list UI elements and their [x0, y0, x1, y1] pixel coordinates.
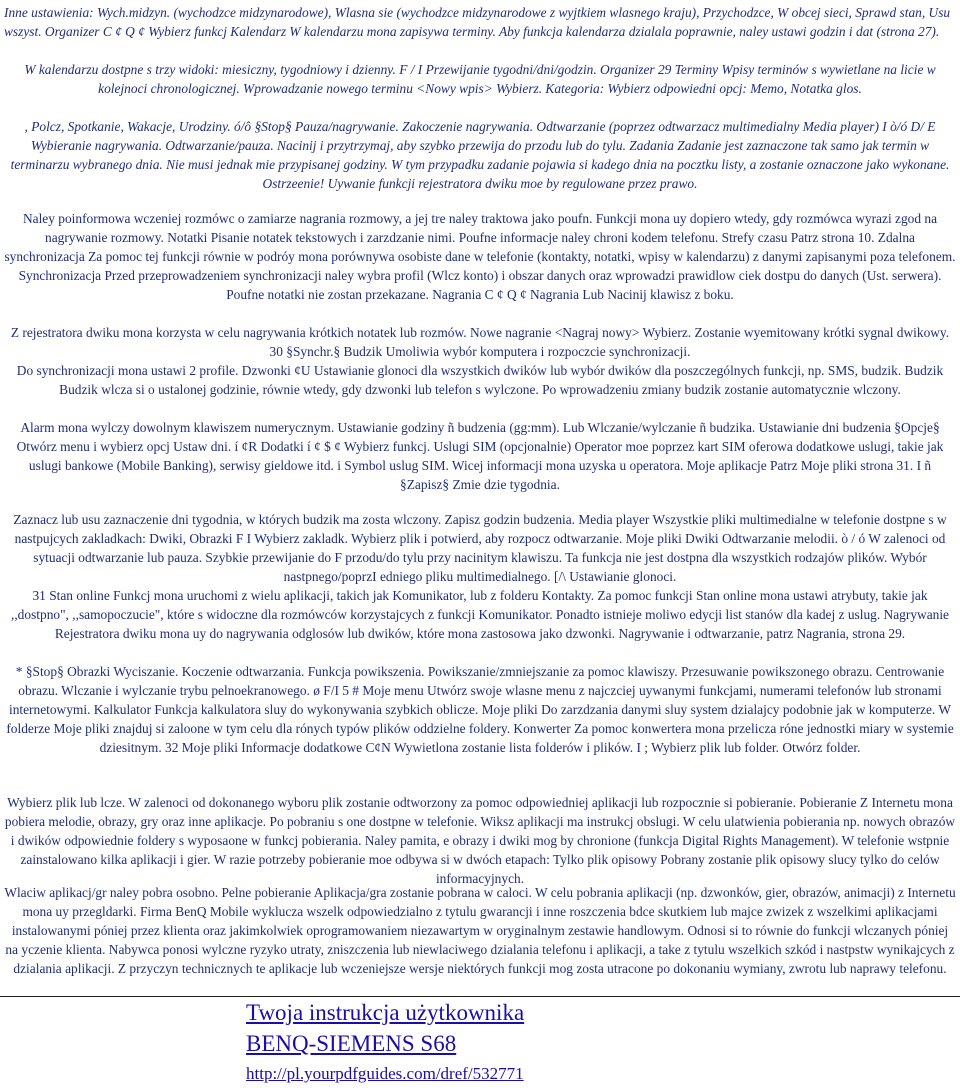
paragraph-alarm: Do synchronizacji mona ustawi 2 profile. Dzwonki ¢U Ustawianie glonoci dla wszystkich dwików lub wybór dwików dla poszczególnych funkcji, np. SMS, budzik. Budzik Budzik wlcza si o ustalonej godzinie, równie wtedy, gdy dzwonki lub telefon s wylczone. Po wprowadzeniu zmiany budzik zostanie automatycznie wlczony.: [16, 363, 944, 397]
paragraph-sim-services: Alarm mona wylczy dowolnym klawiszem numerycznym. Ustawianie godziny ñ budzenia (gg:mm). Lub Wlczanie/wylczanie ñ budzika. Ustawianie dni budzenia §Opcje§ Otwórz menu i wybierz opcj Ustaw dni. í ¢R Dodatki í ¢ $ ¢ Wybierz funkcj. Uslugi SIM (opcjonalnie) Operator moe poprzez kart SIM oferowa dodatkowe uslugi, takie jak uslugi bankowe (Mobile Banking), serwisy gieldowe itd. i Symbol uslug SIM. Wicej informacji mona uzyska u operatora. Moje aplikacje Patrz Moje pliki strona 31. I ñ §Zapisz§ Zmie dzie tygodnia.: [16, 420, 944, 492]
manual-title-link[interactable]: Twoja instrukcja użytkownika: [246, 1000, 525, 1025]
paragraph-downloads: Wybierz plik lub lcze. W zalenoci od dokonanego wyboru plik zostanie odtworzony za pomoc odpowiedniej aplikacji lub rozpocznie si pobieranie. Pobieranie Z Internetu mona pobiera melodie, obrazy, gry oraz inne aplikacje. Po pobraniu s one dostpne w telefonie. Wiksz aplikacji ma instrukcj obslugi. W celu ulatwienia pobierania np. nowych obrazów i dwików odpowiednie foldery s wyposaone w funkcj pobierania. Naley pamita, e obrazy i dwiki mog by chronione (funkcja Digital Rights Management). W telefonie wstpnie zainstalowano kilka aplikacji i gier. W razie potrzeby pobieranie moe odbywa si w dwóch etapach: Tylko plik opisowy Pobrany zostanie plik opisowy slucy tylko do celów informacyjnych.: [4, 795, 956, 886]
paragraph-online-status: 31 Stan online Funkcj mona uruchomi z wielu aplikacji, takich jak Komunikator, lub z folderu Kontakty. Za pomoc funkcji Stan online mona ustawi atrybuty, takie jak ,,dostpno", ,,samopoczucie", które s widoczne dla rozmówców korzystajcych z funkcji Komunikator. Ponadto istnieje moliwo edycji list stanów dla kadej z uslug. Nagrywanie Rejestratora dwiku mona uy do nagrywania odglosów lub dwików, które mona zastosowa jako dzwonki. Nagrywanie i odtwarzanie, patrz Nagrania, strona 29.: [10, 588, 949, 641]
manual-url-link[interactable]: http://pl.yourpdfguides.com/dref/532771: [246, 1064, 524, 1083]
paragraph-notes-sync: Naley poinformowa wczeniej rozmówc o zamiarze nagrania rozmowy, a jej tre naley traktowa jako poufn. Funkcji mona uy dopiero wtedy, gdy rozmówca wyrazi zgod na nagrywanie rozmowy. Notatki Pisanie notatek tekstowych i zarzdzanie nimi. Poufne informacje naley chroni kodem telefonu. Strefy czasu Patrz strona 10. Zdalna synchronizacja Za pomoc tej funkcji równie w podróy mona porównywa osobiste dane w telefonie (kontakty, notatki, wpisy w kalendarzu) z danymi zapisanymi poza telefonem. Synchronizacja Przed przeprowadzeniem synchronizacji naley wybra profil (Wlcz konto) i obszar danych oraz wprowadzi prawidlow ciek dostpu do danych (Ust. serwera). Poufne notatki nie zostan przekazane. Nagrania C ¢ Q ¢ Nagrania Lub Nacinij klawisz z boku.: [4, 211, 956, 302]
paragraph-pictures-my-files: * §Stop§ Obrazki Wyciszanie. Koczenie odtwarzania. Funkcja powikszenia. Powikszanie/zmniejszanie za pomoc klawiszy. Przesuwanie powikszonego obrazu. Centrowanie obrazu. Wlczanie i wylczanie trybu pelnoekranowego. ø F/I 5 # Moje menu Utwórz swoje wlasne menu z najczciej uywanymi funkcjami, numerami telefonów lub stronami internetowymi. Kalkulator Funkcja kalkulatora sluy do wykonywania szybkich oblicze. Moje pliki Do zarzdzania danymi sluy system dzialajcy podobnie jak w komputerze. W folderze Moje pliki znajduj si zaloone w tym celu dla rónych typów plików oddzielne foldery. Konwerter Za pomoc konwertera mona przelicza róne jednostki miary w systemie dziesitnym. 32 Moje pliki Informacje dodatkowe C¢N Wywietlona zostanie lista folderów i plików. I ; Wybierz plik lub folder. Otwórz folder.: [6, 664, 954, 755]
paragraph-other-settings: Inne ustawienia: Wych.midzyn. (wychodzce midzynarodowe), Wlasna sie (wychodzce midzynarodowe z wyjtkiem wlasnego kraju), Przychodzce, W obcej sieci, Sprawd stan, Usu wszyst. Organizer C ¢ Q ¢ Wybierz funkcj Kalendarz W kalendarzu mona zapisywa terminy. Aby funkcja kalendarza dzialala poprawnie, naley ustawi godzin i dat (strona 27).: [4, 5, 951, 39]
model-name-link[interactable]: BENQ-SIEMENS S68: [246, 1031, 457, 1056]
paragraph-media-player: Zaznacz lub usu zaznaczenie dni tygodnia, w których budzik ma zosta wlczony. Zapisz godzin budzenia. Media player Wszystkie pliki multimedialne w telefonie dostpne s w nastpujcych zakladkach: Dwiki, Obrazki F I Wybierz zakladk. Wybierz plik i potwierd, aby rozpocz odtwarzanie. Moje pliki Dwiki Odtwarzanie melodii. ò / ó W zalenoci od sytuacji odtwarzanie lub pauza. Szybkie przewijanie do F przodu/do tylu przy nacinitym klawiszu. Ta funkcja nie jest dostpna dla wszystkich rodzajów plików. Wybór nastpnego/poprzI edniego pliku multimedialnego. [/\ Ustawianie glonoci.: [13, 512, 947, 584]
paragraph-disclaimer: Wlaciw aplikacj/gr naley pobra osobno. Pelne pobieranie Aplikacja/gra zostanie pobrana w caloci. W celu pobrania aplikacji (np. dzwonków, gier, obrazów, animacji) z Internetu mona uy przegldarki. Firma BenQ Mobile wyklucza wszelk odpowiedzialno z tytulu gwarancji i inne roszczenia bdce skutkiem lub majce zwizek z wszelkimi aplikacjami instalowanymi póniej przez klienta oraz jakimkolwiek oprogramowaniem niezawartym w oryginalnym zestawie handlowym. Odnosi si to równie do funkcji wlczanych póniej na yczenie klienta. Nabywca ponosi wylczne ryzyko utraty, zniszczenia lub niewlaciwego dzialania telefonu i aplikacji, a take z tytulu wszelkich szkód i nastpstw wynikajcych z dzialania aplikacji. Z przyczyn technicznych te aplikacje lub wczeniejsze wersje niektórych funkcji mog zosta utracone po dokonaniu wymiany, zwrotu lub naprawy telefonu.: [4, 885, 956, 976]
paragraph-voice-recorder: Z rejestratora dwiku mona korzysta w celu nagrywania krótkich notatek lub rozmów. Nowe nagranie <Nagraj nowy> Wybierz. Zostanie wyemitowany krótki sygnal dwikowy. 30 §Synchr.§ Budzik Umoliwia wybór komputera i rozpoczcie synchronizacji.: [10, 325, 950, 359]
paragraph-voice-memo: , Polcz, Spotkanie, Wakacje, Urodziny. ó/ô §Stop§ Pauza/nagrywanie. Zakoczenie nagrywania. Odtwarzanie (poprzez odtwarzacz multimedialny Media player) I ò/ó D/ E Wybieranie nagrywania. Odtwarzanie/pauza. Nacinij i przytrzymaj, aby szybko przewija do przodu lub do tylu. Zadania Zadanie jest zaznaczone tak samo jak termin w terminarzu wybranego dnia. Nie musi jednak mie przypisanej godziny. W tym przypadku zadanie pojawia si kadego dnia na pocztku listy, a zostanie oznaczone jako wykonane. Ostrzeenie! Uywanie funkcji rejestratora dwiku moe by regulowane przez prawo.: [10, 119, 950, 191]
manual-promo-block: [246, 996, 886, 1085]
paragraph-calendar-views: W kalendarzu dostpne s trzy widoki: miesiczny, tygodniowy i dzienny. F / I Przewijanie tygodni/dni/godzin. Organizer 29 Terminy Wpisy terminów s wywietlane na licie w kolejnoci chronologicznej. Wprowadzanie nowego terminu <Nowy wpis> Wybierz. Kategoria: Wybierz odpowiedni opcj: Memo, Notatka glos.: [24, 62, 936, 96]
